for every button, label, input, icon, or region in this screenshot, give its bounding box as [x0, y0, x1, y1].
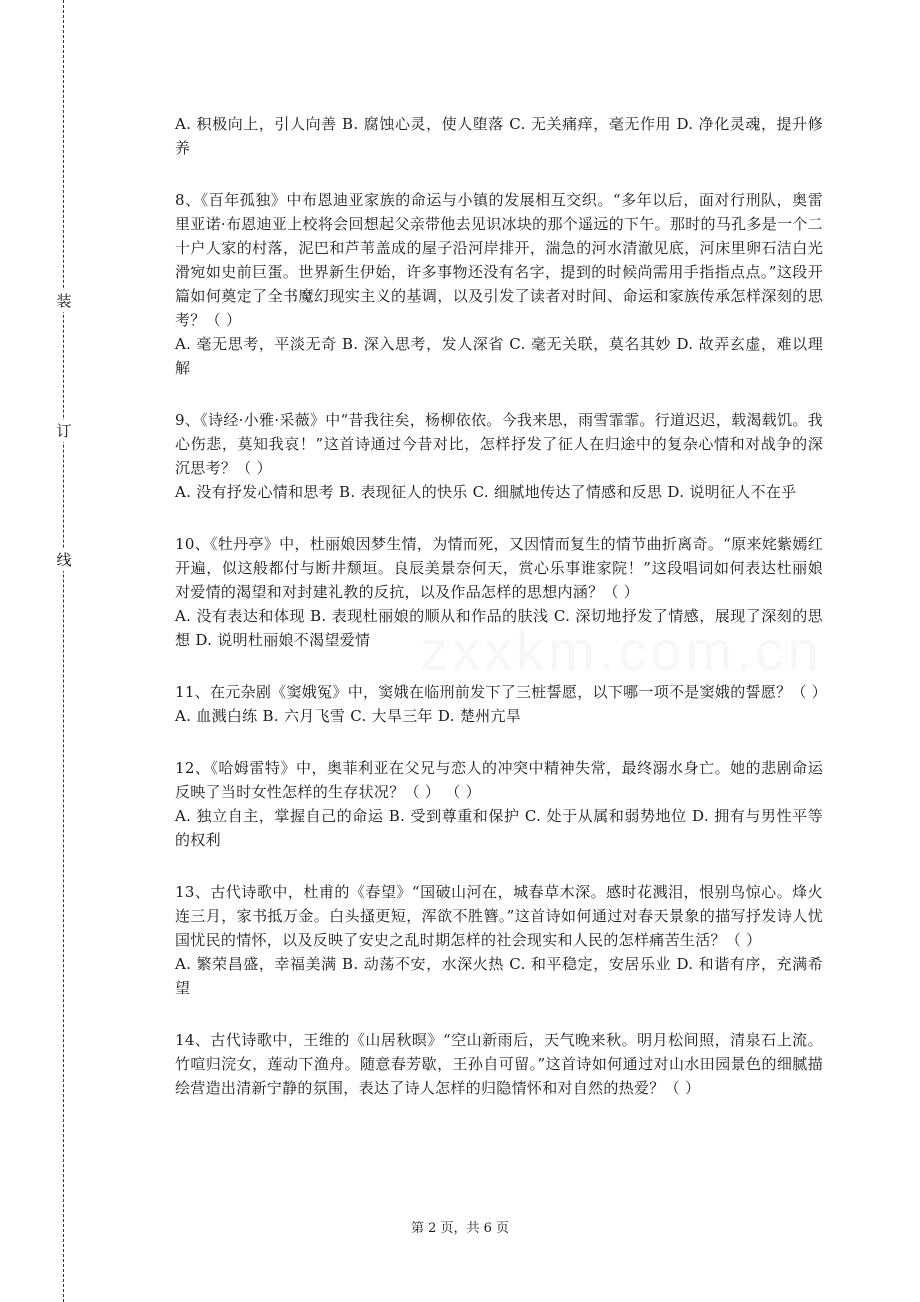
- question-options: A. 血溅白练 B. 六月飞雪 C. 大旱三年 D. 楚州亢旱: [175, 707, 522, 725]
- question-stem: 10、《牡丹亭》中，杜丽娘因梦生情，为情而死，又因情而复生的情节曲折离奇。“原来姹紫嫣红开遍，似这般都付与断井颓垣。良辰美景奈何天，赏心乐事谁家院！”这段唱词如何表达杜丽娘对爱情的渴望和对封建礼教的反抗，以及作品怎样的思想内涵？（ ）: [175, 535, 823, 601]
- watermark: zxxkm.com.cn: [420, 619, 823, 682]
- question-options: A. 没有表达和体现 B. 表现杜丽娘的顺从和作品的肤浅 C. 深切地抒发了情感，展现了深刻的思想 D. 说明杜丽娘不渴望爱情: [175, 607, 823, 649]
- question-options: A. 积极向上，引人向善 B. 腐蚀心灵，使人堕落 C. 无关痛痒，毫无作用 D. 净化灵魂，提升修养: [175, 115, 823, 157]
- question-stem: 14、古代诗歌中，王维的《山居秋暝》“空山新雨后，天气晚来秋。明月松间照，清泉石上流。竹喧归浣女，莲动下渔舟。随意春芳歇，王孙自可留。”这首诗如何通过对山水田园景色的细腻描绘营造出清新宁静的氛围，表达了诗人怎样的归隐情怀和对自然的热爱？（ ）: [175, 1031, 823, 1097]
- binding-dashed-line: [63, 0, 64, 1302]
- question-options: A. 毫无思考，平淡无奇 B. 深入思考，发人深省 C. 毫无关联，莫名其妙 D. 故弄玄虚，难以理解: [175, 335, 823, 377]
- question-7-continued: [175, 112, 823, 160]
- question-14: [175, 1028, 823, 1100]
- binding-label-ding: 订: [56, 422, 72, 440]
- page-footer: 第 2 页，共 6 页: [410, 1221, 510, 1236]
- question-options: A. 独立自主，掌握自己的命运 B. 受到尊重和保护 C. 处于从属和弱势地位 D. 拥有与男性平等的权利: [175, 807, 823, 849]
- question-stem: 11、在元杂剧《窦娥冤》中，窦娥在临刑前发下了三桩誓愿，以下哪一项不是窦娥的誓愿？（ ）: [175, 683, 828, 701]
- question-options: A. 没有抒发心情和思考 B. 表现征人的快乐 C. 细腻地传达了情感和反思 D. 说明征人不在乎: [175, 483, 797, 501]
- question-10: [175, 532, 823, 652]
- binding-label-xian: 线: [56, 551, 72, 569]
- question-stem: 13、古代诗歌中，杜甫的《春望》“国破山河在，城春草木深。感时花溅泪，恨别鸟惊心。烽火连三月，家书抵万金。白头搔更短，浑欲不胜簪。”这首诗如何通过对春天景象的描写抒发诗人忧国忧民的情怀，以及反映了安史之乱时期怎样的社会现实和人民的怎样痛苦生活？（ ）: [175, 883, 823, 949]
- question-11: [175, 680, 828, 728]
- question-options: A. 繁荣昌盛，幸福美满 B. 动荡不安，水深火热 C. 和平稳定，安居乐业 D. 和谐有序，充满希望: [175, 955, 823, 997]
- question-list: [175, 112, 828, 1128]
- question-8: [175, 188, 823, 380]
- binding-label-zhuang: 装: [56, 292, 72, 310]
- question-stem: 12、《哈姆雷特》中，奥菲利亚在父兄与恋人的冲突中精神失常，最终溺水身亡。她的悲剧命运反映了当时女性怎样的生存状况？（ ） （ ）: [175, 759, 823, 801]
- question-stem: 8、《百年孤独》中布恩迪亚家族的命运与小镇的发展相互交织。“多年以后，面对行刑队，奥雷里亚诺·布恩迪亚上校将会回想起父亲带他去见识冰块的那个遥远的下午。那时的马孔多是一个二十户人家的村落，泥巴和芦苇盖成的屋子沿河岸排开，湍急的河水清澈见底，河床里卵石洁白光滑宛如史前巨蛋。世界新生伊始，许多事物还没有名字，提到的时候尚需用手指指点点。”这段开篇如何奠定了全书魔幻现实主义的基调，以及引发了读者对时间、命运和家族传承怎样深刻的思考？（ ）: [175, 191, 823, 329]
- question-9: [175, 408, 823, 504]
- question-13: [175, 880, 823, 1000]
- question-12: [175, 756, 823, 852]
- question-stem: 9、《诗经·小雅·采薇》中“昔我往矣，杨柳依依。今我来思，雨雪霏霏。行道迟迟，载渴载饥。我心伤悲，莫知我哀！”这首诗通过今昔对比，怎样抒发了征人在归途中的复杂心情和对战争的深沉思考？（ ）: [175, 411, 823, 477]
